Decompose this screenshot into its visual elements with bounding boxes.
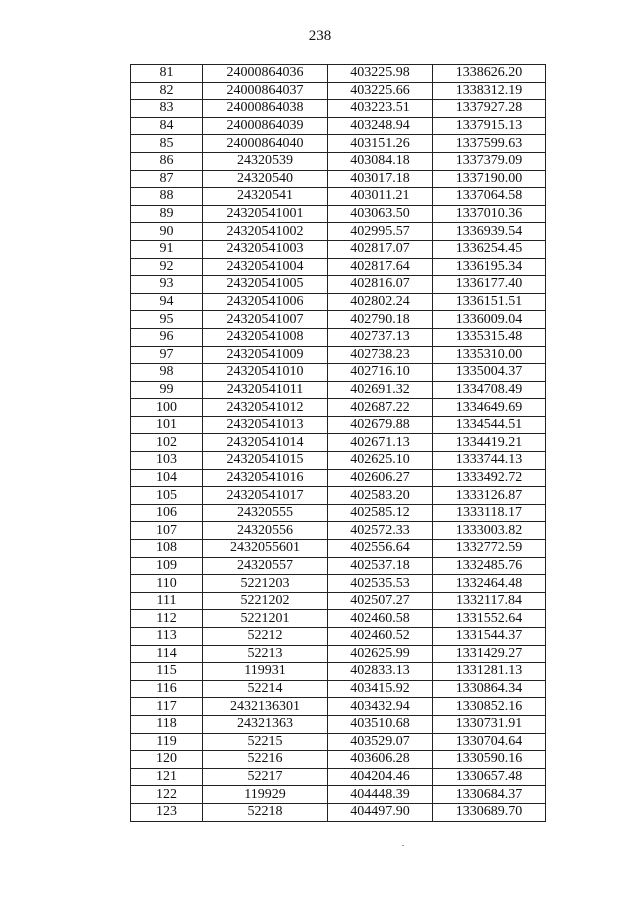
y-coordinate-cell: 1331552.64 [433,610,546,628]
row-number-cell: 122 [131,786,203,804]
row-number-cell: 102 [131,434,203,452]
row-number-cell: 94 [131,293,203,311]
table-row [131,381,546,399]
table-row [131,258,546,276]
point-id-cell: 24321363 [203,715,328,733]
x-coordinate-cell: 402790.18 [328,311,433,329]
x-coordinate-cell: 403223.51 [328,100,433,118]
point-id-cell: 24000864040 [203,135,328,153]
point-id-cell: 24320541014 [203,434,328,452]
point-id-cell: 2432055601 [203,540,328,558]
table-row [131,522,546,540]
y-coordinate-cell: 1334544.51 [433,416,546,434]
x-coordinate-cell: 403529.07 [328,733,433,751]
row-number-cell: 123 [131,803,203,821]
y-coordinate-cell: 1337915.13 [433,117,546,135]
point-id-cell: 24320541012 [203,399,328,417]
table-row [131,663,546,681]
point-id-cell: 24320541017 [203,487,328,505]
row-number-cell: 108 [131,540,203,558]
y-coordinate-cell: 1330590.16 [433,751,546,769]
table-row [131,768,546,786]
table-row [131,610,546,628]
x-coordinate-cell: 403510.68 [328,715,433,733]
y-coordinate-cell: 1334649.69 [433,399,546,417]
x-coordinate-cell: 402583.20 [328,487,433,505]
y-coordinate-cell: 1333126.87 [433,487,546,505]
point-id-cell: 24000864039 [203,117,328,135]
point-id-cell: 5221201 [203,610,328,628]
row-number-cell: 95 [131,311,203,329]
point-id-cell: 24320541015 [203,452,328,470]
row-number-cell: 109 [131,557,203,575]
table-row [131,645,546,663]
table-row [131,715,546,733]
row-number-cell: 81 [131,65,203,83]
row-number-cell: 96 [131,328,203,346]
table-row [131,751,546,769]
y-coordinate-cell: 1337010.36 [433,205,546,223]
row-number-cell: 105 [131,487,203,505]
x-coordinate-cell: 403084.18 [328,152,433,170]
x-coordinate-cell: 402687.22 [328,399,433,417]
x-coordinate-cell: 403151.26 [328,135,433,153]
y-coordinate-cell: 1338312.19 [433,82,546,100]
table-row [131,504,546,522]
y-coordinate-cell: 1332485.76 [433,557,546,575]
x-coordinate-cell: 402817.07 [328,240,433,258]
table-row [131,575,546,593]
row-number-cell: 87 [131,170,203,188]
x-coordinate-cell: 403011.21 [328,188,433,206]
x-coordinate-cell: 402606.27 [328,469,433,487]
table-row [131,188,546,206]
row-number-cell: 112 [131,610,203,628]
y-coordinate-cell: 1333744.13 [433,452,546,470]
x-coordinate-cell: 402625.99 [328,645,433,663]
row-number-cell: 85 [131,135,203,153]
point-id-cell: 24000864038 [203,100,328,118]
x-coordinate-cell: 403415.92 [328,680,433,698]
table-row [131,135,546,153]
y-coordinate-cell: 1337379.09 [433,152,546,170]
point-id-cell: 52217 [203,768,328,786]
row-number-cell: 97 [131,346,203,364]
row-number-cell: 84 [131,117,203,135]
x-coordinate-cell: 402833.13 [328,663,433,681]
table-row [131,733,546,751]
y-coordinate-cell: 1336177.40 [433,276,546,294]
y-coordinate-cell: 1332117.84 [433,592,546,610]
table-row [131,786,546,804]
x-coordinate-cell: 402460.52 [328,628,433,646]
y-coordinate-cell: 1336939.54 [433,223,546,241]
point-id-cell: 24320555 [203,504,328,522]
table-row [131,540,546,558]
table-row [131,152,546,170]
table-row [131,276,546,294]
row-number-cell: 101 [131,416,203,434]
table-row [131,117,546,135]
y-coordinate-cell: 1330657.48 [433,768,546,786]
table-row [131,328,546,346]
y-coordinate-cell: 1331281.13 [433,663,546,681]
point-id-cell: 24320541013 [203,416,328,434]
y-coordinate-cell: 1338626.20 [433,65,546,83]
x-coordinate-cell: 403225.66 [328,82,433,100]
table-row [131,65,546,83]
x-coordinate-cell: 402802.24 [328,293,433,311]
y-coordinate-cell: 1334708.49 [433,381,546,399]
row-number-cell: 110 [131,575,203,593]
row-number-cell: 103 [131,452,203,470]
table-row [131,293,546,311]
row-number-cell: 92 [131,258,203,276]
x-coordinate-cell: 403606.28 [328,751,433,769]
point-id-cell: 24320541003 [203,240,328,258]
x-coordinate-cell: 402671.13 [328,434,433,452]
row-number-cell: 83 [131,100,203,118]
row-number-cell: 114 [131,645,203,663]
y-coordinate-cell: 1330731.91 [433,715,546,733]
x-coordinate-cell: 403063.50 [328,205,433,223]
point-id-cell: 24320541008 [203,328,328,346]
row-number-cell: 82 [131,82,203,100]
row-number-cell: 100 [131,399,203,417]
point-id-cell: 24320541009 [203,346,328,364]
x-coordinate-cell: 404497.90 [328,803,433,821]
table-row [131,592,546,610]
table-row [131,416,546,434]
row-number-cell: 120 [131,751,203,769]
x-coordinate-cell: 403225.98 [328,65,433,83]
y-coordinate-cell: 1336009.04 [433,311,546,329]
x-coordinate-cell: 402507.27 [328,592,433,610]
point-id-cell: 52213 [203,645,328,663]
x-coordinate-cell: 402995.57 [328,223,433,241]
table-row [131,205,546,223]
x-coordinate-cell: 402556.64 [328,540,433,558]
x-coordinate-cell: 402679.88 [328,416,433,434]
point-id-cell: 24320541011 [203,381,328,399]
row-number-cell: 115 [131,663,203,681]
y-coordinate-cell: 1336195.34 [433,258,546,276]
table-row [131,170,546,188]
row-number-cell: 88 [131,188,203,206]
table-row [131,240,546,258]
y-coordinate-cell: 1337064.58 [433,188,546,206]
row-number-cell: 90 [131,223,203,241]
y-coordinate-cell: 1337190.00 [433,170,546,188]
point-id-cell: 24320541016 [203,469,328,487]
point-id-cell: 52212 [203,628,328,646]
y-coordinate-cell: 1333492.72 [433,469,546,487]
row-number-cell: 93 [131,276,203,294]
x-coordinate-cell: 404448.39 [328,786,433,804]
row-number-cell: 113 [131,628,203,646]
point-id-cell: 24320541001 [203,205,328,223]
x-coordinate-cell: 402585.12 [328,504,433,522]
point-id-cell: 24320541002 [203,223,328,241]
table-row [131,399,546,417]
row-number-cell: 104 [131,469,203,487]
row-number-cell: 106 [131,504,203,522]
x-coordinate-cell: 402737.13 [328,328,433,346]
x-coordinate-cell: 402535.53 [328,575,433,593]
point-id-cell: 24320539 [203,152,328,170]
x-coordinate-cell: 402691.32 [328,381,433,399]
table-row [131,100,546,118]
point-id-cell: 5221203 [203,575,328,593]
y-coordinate-cell: 1336151.51 [433,293,546,311]
point-id-cell: 24320540 [203,170,328,188]
point-id-cell: 119931 [203,663,328,681]
point-id-cell: 24320556 [203,522,328,540]
table-row [131,680,546,698]
point-id-cell: 24320541010 [203,364,328,382]
y-coordinate-cell: 1330704.64 [433,733,546,751]
table-row [131,487,546,505]
table-row [131,628,546,646]
point-id-cell: 52216 [203,751,328,769]
table-row [131,469,546,487]
table-row [131,346,546,364]
point-id-cell: 2432136301 [203,698,328,716]
row-number-cell: 86 [131,152,203,170]
y-coordinate-cell: 1332772.59 [433,540,546,558]
point-id-cell: 24000864036 [203,65,328,83]
page-number: 238 [308,28,332,44]
point-id-cell: 52215 [203,733,328,751]
x-coordinate-cell: 402738.23 [328,346,433,364]
y-coordinate-cell: 1333118.17 [433,504,546,522]
table-body [131,65,546,822]
x-coordinate-cell: 402716.10 [328,364,433,382]
row-number-cell: 117 [131,698,203,716]
row-number-cell: 119 [131,733,203,751]
x-coordinate-cell: 403017.18 [328,170,433,188]
y-coordinate-cell: 1330864.34 [433,680,546,698]
point-id-cell: 52218 [203,803,328,821]
scan-mark [402,845,404,846]
x-coordinate-cell: 402816.07 [328,276,433,294]
table-row [131,557,546,575]
y-coordinate-cell: 1330852.16 [433,698,546,716]
point-id-cell: 52214 [203,680,328,698]
y-coordinate-cell: 1335310.00 [433,346,546,364]
point-id-cell: 24320541 [203,188,328,206]
y-coordinate-cell: 1335315.48 [433,328,546,346]
y-coordinate-cell: 1330684.37 [433,786,546,804]
table-row [131,434,546,452]
point-id-cell: 24320557 [203,557,328,575]
x-coordinate-cell: 403248.94 [328,117,433,135]
point-id-cell: 5221202 [203,592,328,610]
point-id-cell: 24000864037 [203,82,328,100]
y-coordinate-cell: 1330689.70 [433,803,546,821]
y-coordinate-cell: 1334419.21 [433,434,546,452]
row-number-cell: 111 [131,592,203,610]
row-number-cell: 118 [131,715,203,733]
x-coordinate-cell: 402572.33 [328,522,433,540]
y-coordinate-cell: 1331429.27 [433,645,546,663]
table-row [131,698,546,716]
table-row [131,364,546,382]
point-id-cell: 119929 [203,786,328,804]
row-number-cell: 99 [131,381,203,399]
y-coordinate-cell: 1332464.48 [433,575,546,593]
table-row [131,223,546,241]
row-number-cell: 107 [131,522,203,540]
x-coordinate-cell: 404204.46 [328,768,433,786]
row-number-cell: 89 [131,205,203,223]
point-id-cell: 24320541007 [203,311,328,329]
x-coordinate-cell: 402460.58 [328,610,433,628]
y-coordinate-cell: 1336254.45 [433,240,546,258]
point-id-cell: 24320541006 [203,293,328,311]
y-coordinate-cell: 1335004.37 [433,364,546,382]
table-row [131,803,546,821]
point-id-cell: 24320541005 [203,276,328,294]
row-number-cell: 116 [131,680,203,698]
point-id-cell: 24320541004 [203,258,328,276]
x-coordinate-cell: 402817.64 [328,258,433,276]
table-row [131,452,546,470]
row-number-cell: 121 [131,768,203,786]
y-coordinate-cell: 1331544.37 [433,628,546,646]
y-coordinate-cell: 1337599.63 [433,135,546,153]
x-coordinate-cell: 402537.18 [328,557,433,575]
y-coordinate-cell: 1333003.82 [433,522,546,540]
x-coordinate-cell: 402625.10 [328,452,433,470]
table-row [131,311,546,329]
x-coordinate-cell: 403432.94 [328,698,433,716]
table-row [131,82,546,100]
coordinates-table [130,64,546,822]
row-number-cell: 98 [131,364,203,382]
y-coordinate-cell: 1337927.28 [433,100,546,118]
row-number-cell: 91 [131,240,203,258]
